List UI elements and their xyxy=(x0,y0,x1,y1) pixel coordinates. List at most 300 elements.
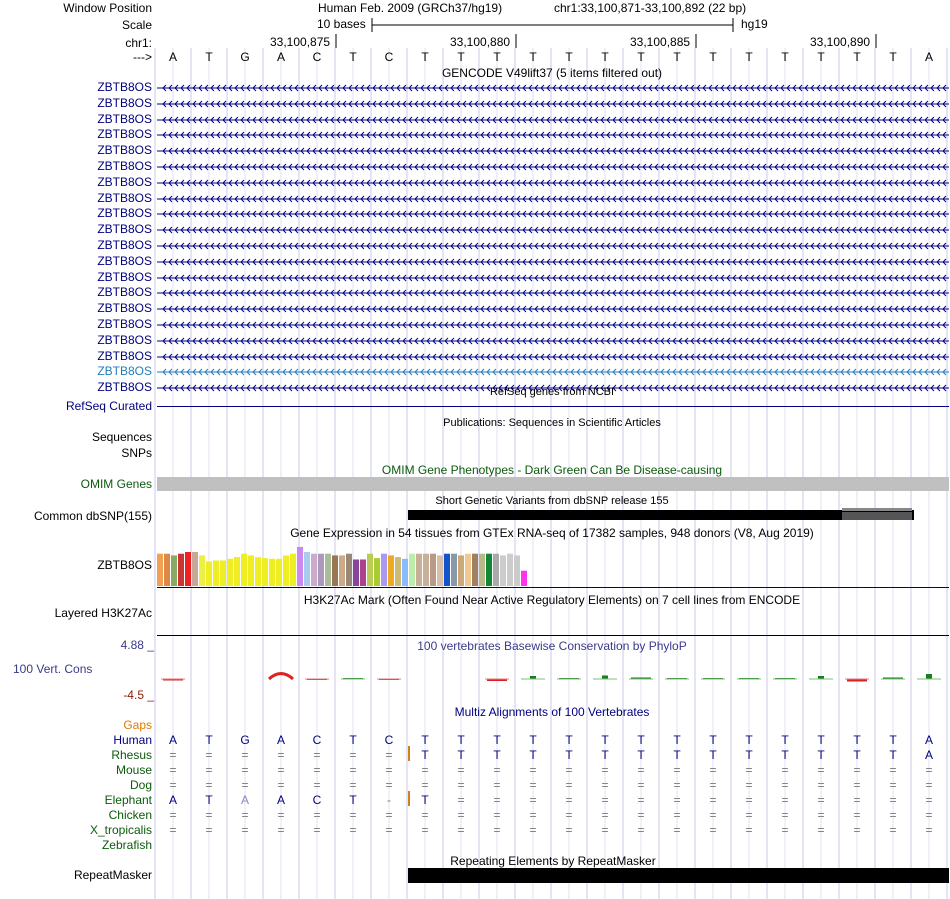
aligned-base: = xyxy=(709,808,717,822)
aligned-base: T xyxy=(457,748,465,762)
aligned-base: T xyxy=(889,748,897,762)
aligned-base: = xyxy=(601,778,609,792)
aligned-base: = xyxy=(817,823,825,837)
aligned-base: = xyxy=(673,778,681,792)
aligned-base: = xyxy=(385,748,393,762)
aligned-base: = xyxy=(709,793,717,807)
dbsnp-variant-bar[interactable] xyxy=(408,510,914,520)
omim-bar[interactable] xyxy=(157,477,949,491)
aligned-base: = xyxy=(745,808,753,822)
gencode-gene-label[interactable]: ZBTB8OS xyxy=(97,380,152,395)
sequence-base: G xyxy=(240,50,250,64)
aligned-base: = xyxy=(565,763,573,777)
sequence-base: T xyxy=(529,50,537,64)
sequence-base: A xyxy=(924,50,933,64)
aligned-base: T xyxy=(637,733,645,747)
sequence-base: A xyxy=(168,50,177,64)
gencode-gene-label[interactable]: ZBTB8OS xyxy=(97,111,152,126)
aligned-base: T xyxy=(673,748,681,762)
aligned-base: = xyxy=(313,778,321,792)
aligned-base: = xyxy=(601,808,609,822)
sequence-base: T xyxy=(781,50,789,64)
gencode-transcript[interactable] xyxy=(157,320,949,330)
aligned-base: T xyxy=(637,748,645,762)
repeatmasker-element[interactable] xyxy=(408,868,949,883)
gtex-tissue-bar xyxy=(381,554,387,586)
gencode-transcript[interactable] xyxy=(157,178,949,188)
aligned-base: T xyxy=(601,733,609,747)
species-label[interactable]: Dog xyxy=(129,778,152,792)
gencode-transcript[interactable] xyxy=(157,336,949,346)
aligned-base: = xyxy=(421,763,429,777)
aligned-base: = xyxy=(817,793,825,807)
aligned-base: = xyxy=(565,793,573,807)
species-label[interactable]: Rhesus xyxy=(111,748,152,762)
gtex-tissue-bar xyxy=(479,554,485,586)
aligned-base: = xyxy=(889,763,897,777)
aligned-base: = xyxy=(241,763,249,777)
aligned-base: T xyxy=(745,733,753,747)
aligned-base: = xyxy=(925,823,933,837)
publications-snps-label[interactable]: SNPs xyxy=(121,446,152,460)
aligned-base: = xyxy=(349,748,357,762)
dbsnp-title: Short Genetic Variants from dbSNP release 155 xyxy=(435,495,669,507)
aligned-base: = xyxy=(241,808,249,822)
species-label[interactable]: Elephant xyxy=(104,793,152,807)
species-label[interactable]: Chicken xyxy=(108,808,152,822)
aligned-base: = xyxy=(853,823,861,837)
gencode-gene-label[interactable]: ZBTB8OS xyxy=(97,80,152,94)
gtex-tissue-bar xyxy=(318,554,324,586)
gencode-gene-label[interactable]: ZBTB8OS xyxy=(97,348,152,363)
aligned-base: = xyxy=(241,823,249,837)
aligned-base: = xyxy=(853,763,861,777)
gencode-transcript[interactable] xyxy=(157,83,949,93)
gtex-tissue-bar xyxy=(220,561,226,587)
aligned-base: = xyxy=(781,793,789,807)
sequence-base: T xyxy=(745,50,753,64)
gencode-transcript[interactable] xyxy=(157,130,949,140)
aligned-base: = xyxy=(889,808,897,822)
aligned-base: = xyxy=(529,778,537,792)
aligned-base: = xyxy=(385,763,393,777)
aligned-base: = xyxy=(277,823,285,837)
aligned-base: = xyxy=(169,748,177,762)
aligned-base: = xyxy=(349,808,357,822)
aligned-base: T xyxy=(421,793,429,807)
aligned-base: = xyxy=(637,763,645,777)
rhesus-gap-marker xyxy=(408,746,410,761)
aligned-base: = xyxy=(277,808,285,822)
phylop-label[interactable]: 100 Vert. Cons xyxy=(13,662,93,676)
gtex-tissue-bar xyxy=(458,555,464,586)
gtex-tissue-bar xyxy=(353,559,359,586)
aligned-base: = xyxy=(169,778,177,792)
h3k27ac-baseline xyxy=(157,635,949,636)
aligned-base: - xyxy=(387,793,391,807)
aligned-base: = xyxy=(313,748,321,762)
gtex-baseline xyxy=(157,587,949,588)
repeatmasker-label[interactable]: RepeatMasker xyxy=(73,868,152,882)
aligned-base: T xyxy=(565,733,573,747)
dbsnp-label[interactable]: Common dbSNP(155) xyxy=(33,509,152,523)
multiz-gaps-label: Gaps xyxy=(123,718,152,732)
gtex-tissue-bar xyxy=(451,554,457,586)
gencode-transcript[interactable] xyxy=(157,115,949,125)
coord-ticks xyxy=(330,33,890,49)
gencode-transcript[interactable] xyxy=(157,162,949,172)
aligned-base: = xyxy=(313,763,321,777)
aligned-base: = xyxy=(745,793,753,807)
aligned-base: = xyxy=(385,823,393,837)
aligned-base: = xyxy=(925,808,933,822)
sequence-base: A xyxy=(276,50,285,64)
aligned-base: = xyxy=(601,793,609,807)
gencode-gene-label[interactable]: ZBTB8OS xyxy=(97,174,152,189)
sequence-base: T xyxy=(457,50,465,64)
gtex-tissue-bar xyxy=(444,554,450,586)
gencode-gene-label[interactable]: ZBTB8OS xyxy=(97,143,152,158)
gencode-gene-label[interactable]: ZBTB8OS xyxy=(97,364,152,379)
gtex-tissue-bar xyxy=(325,554,331,586)
aligned-base: T xyxy=(601,748,609,762)
gtex-tissue-bar xyxy=(430,554,436,586)
aligned-base: = xyxy=(205,778,213,792)
aligned-base: A xyxy=(276,793,285,807)
aligned-base: T xyxy=(673,733,681,747)
aligned-base: G xyxy=(240,733,250,747)
aligned-base: = xyxy=(925,763,933,777)
gtex-label[interactable]: ZBTB8OS xyxy=(97,558,152,572)
aligned-base: C xyxy=(384,733,394,747)
gtex-tissue-bar xyxy=(339,555,345,586)
chrom-label: chr1: xyxy=(125,36,152,50)
aligned-base: = xyxy=(313,823,321,837)
aligned-base: = xyxy=(889,823,897,837)
aligned-base: = xyxy=(529,793,537,807)
aligned-base: = xyxy=(745,763,753,777)
scale-bar xyxy=(370,16,736,34)
gtex-tissue-bar xyxy=(465,554,471,586)
gencode-gene-label[interactable]: ZBTB8OS xyxy=(97,159,152,173)
aligned-base: = xyxy=(529,808,537,822)
coord-tick-label: 33,100,890 xyxy=(810,35,871,49)
aligned-base: C xyxy=(312,733,322,747)
gtex-tissue-bar xyxy=(374,558,380,586)
aligned-base: = xyxy=(241,748,249,762)
aligned-base: = xyxy=(493,793,501,807)
aligned-base: = xyxy=(421,823,429,837)
gtex-tissue-bar xyxy=(416,554,422,586)
refseq-line xyxy=(157,406,949,407)
publications-sequences-label[interactable]: Sequences xyxy=(91,430,152,444)
gencode-transcript[interactable] xyxy=(157,304,949,314)
aligned-base: C xyxy=(312,793,322,807)
aligned-base: = xyxy=(457,763,465,777)
gtex-tissue-bar xyxy=(255,557,261,586)
gtex-chart[interactable] xyxy=(156,540,536,588)
aligned-base: = xyxy=(709,778,717,792)
gtex-tissue-bar xyxy=(192,552,198,586)
repeatmasker-title: Repeating Elements by RepeatMasker xyxy=(450,854,656,868)
coord-tick-label: 33,100,885 xyxy=(630,35,691,49)
sequence-base: T xyxy=(889,50,897,64)
phylop-value-mark xyxy=(269,674,293,679)
aligned-base: = xyxy=(241,778,249,792)
aligned-base: = xyxy=(421,808,429,822)
gencode-gene-label[interactable]: ZBTB8OS xyxy=(97,285,152,300)
gencode-gene-label[interactable]: ZBTB8OS xyxy=(97,332,152,347)
gtex-tissue-bar xyxy=(227,559,233,586)
gencode-transcript[interactable] xyxy=(157,241,949,251)
aligned-base: = xyxy=(529,823,537,837)
aligned-base: = xyxy=(565,823,573,837)
gtex-tissue-bar xyxy=(332,555,338,586)
aligned-base: = xyxy=(709,763,717,777)
gencode-transcript[interactable] xyxy=(157,273,949,283)
gtex-tissue-bar xyxy=(269,559,275,586)
aligned-base: = xyxy=(781,808,789,822)
species-label[interactable]: X_tropicalis xyxy=(89,823,152,837)
aligned-base: = xyxy=(205,808,213,822)
refseq-title: RefSeq genes from NCBI xyxy=(489,386,615,398)
db-name: hg19 xyxy=(741,17,768,31)
aligned-base: T xyxy=(349,793,357,807)
aligned-base: = xyxy=(925,793,933,807)
gencode-gene-label[interactable]: ZBTB8OS xyxy=(97,301,152,316)
aligned-base: = xyxy=(277,748,285,762)
aligned-base: T xyxy=(421,748,429,762)
gtex-tissue-bar xyxy=(241,554,247,586)
gencode-transcript[interactable] xyxy=(157,146,949,156)
sequence-base: T xyxy=(853,50,861,64)
sequence-base: T xyxy=(637,50,645,64)
gtex-tissue-bar xyxy=(423,554,429,586)
dbsnp-variant-top xyxy=(842,508,912,511)
gtex-tissue-bar xyxy=(346,554,352,586)
window-position-label: Window Position xyxy=(63,1,152,15)
gencode-gene-label[interactable]: ZBTB8OS xyxy=(97,253,152,268)
aligned-base: = xyxy=(457,823,465,837)
sequence-base: T xyxy=(493,50,501,64)
gencode-transcript[interactable] xyxy=(157,209,949,219)
phylop-title: 100 vertebrates Basewise Conservation by PhyloP xyxy=(417,639,687,653)
gencode-gene-label[interactable]: ZBTB8OS xyxy=(97,269,152,284)
aligned-base: = xyxy=(493,778,501,792)
aligned-base: T xyxy=(709,748,717,762)
aligned-base: T xyxy=(493,748,501,762)
coord-tick-label: 33,100,880 xyxy=(450,35,511,49)
aligned-base: T xyxy=(493,733,501,747)
aligned-base: = xyxy=(853,778,861,792)
species-label[interactable]: Human xyxy=(113,733,152,747)
aligned-base: = xyxy=(637,793,645,807)
gtex-tissue-bar xyxy=(493,554,499,586)
aligned-base: T xyxy=(457,733,465,747)
phylop-value-mark xyxy=(926,674,932,679)
species-label[interactable]: Zebrafish xyxy=(101,838,152,852)
aligned-base: A xyxy=(240,793,249,807)
aligned-base: A xyxy=(276,733,285,747)
aligned-base: = xyxy=(817,778,825,792)
aligned-base: = xyxy=(781,778,789,792)
aligned-base: A xyxy=(168,733,177,747)
gtex-tissue-bar xyxy=(486,554,492,586)
aligned-base: = xyxy=(349,823,357,837)
aligned-base: = xyxy=(925,778,933,792)
phylop-chart[interactable] xyxy=(157,650,949,700)
gtex-tissue-bar xyxy=(178,554,184,586)
gencode-transcript[interactable] xyxy=(157,352,949,362)
aligned-base: = xyxy=(709,823,717,837)
aligned-base: = xyxy=(673,763,681,777)
gtex-tissue-bar xyxy=(185,552,191,586)
aligned-base: T xyxy=(853,748,861,762)
gencode-title: GENCODE V49lift37 (5 items filtered out) xyxy=(441,66,663,80)
aligned-base: = xyxy=(637,808,645,822)
gencode-transcript[interactable] xyxy=(157,288,949,298)
gtex-tissue-bar xyxy=(360,559,366,586)
dbsnp-variant-shade xyxy=(842,512,912,520)
aligned-base: T xyxy=(817,733,825,747)
scale-label: Scale xyxy=(121,18,152,32)
sequence-base: T xyxy=(709,50,717,64)
aligned-base: T xyxy=(529,733,537,747)
aligned-base: = xyxy=(493,823,501,837)
aligned-base: = xyxy=(853,793,861,807)
aligned-base: = xyxy=(745,823,753,837)
aligned-base: = xyxy=(853,808,861,822)
aligned-base: = xyxy=(457,778,465,792)
refseq-label[interactable]: RefSeq Curated xyxy=(65,399,152,413)
aligned-base: A xyxy=(168,793,177,807)
aligned-base: = xyxy=(205,763,213,777)
gtex-tissue-bar xyxy=(507,554,513,586)
gencode-gene-label[interactable]: ZBTB8OS xyxy=(97,95,152,110)
aligned-base: = xyxy=(565,778,573,792)
multiz-title: Multiz Alignments of 100 Vertebrates xyxy=(454,705,650,719)
scale-text: 10 bases xyxy=(317,17,366,31)
aligned-base: = xyxy=(421,778,429,792)
gencode-gene-label[interactable]: ZBTB8OS xyxy=(97,190,152,205)
aligned-base: = xyxy=(565,808,573,822)
aligned-base: = xyxy=(673,823,681,837)
gtex-tissue-bar xyxy=(206,562,212,586)
elephant-gap-marker xyxy=(408,791,410,806)
gtex-tissue-bar xyxy=(248,555,254,586)
gencode-transcript[interactable] xyxy=(157,225,949,235)
gtex-tissue-bar xyxy=(500,555,506,586)
omim-label[interactable]: OMIM Genes xyxy=(80,477,152,491)
gencode-gene-label[interactable]: ZBTB8OS xyxy=(97,206,152,221)
omim-title: OMIM Gene Phenotypes - Dark Green Can Be Disease-causing xyxy=(381,463,723,477)
aligned-base: = xyxy=(169,823,177,837)
gtex-tissue-bar xyxy=(388,555,394,586)
aligned-base: = xyxy=(493,763,501,777)
aligned-base: = xyxy=(313,808,321,822)
aligned-base: T xyxy=(349,733,357,747)
aligned-base: A xyxy=(924,733,933,747)
gencode-gene-label[interactable]: ZBTB8OS xyxy=(97,222,152,237)
gtex-tissue-bar xyxy=(409,554,415,586)
aligned-base: = xyxy=(637,778,645,792)
sequence-base: T xyxy=(601,50,609,64)
publications-title: Publications: Sequences in Scientific Articles xyxy=(443,417,661,429)
gtex-tissue-bar xyxy=(234,557,240,586)
aligned-base: = xyxy=(205,748,213,762)
gtex-tissue-bar xyxy=(304,552,310,586)
aligned-base: = xyxy=(673,793,681,807)
aligned-base: = xyxy=(673,808,681,822)
gtex-tissue-bar xyxy=(437,555,443,586)
gtex-tissue-bar xyxy=(171,555,177,586)
gtex-tissue-bar xyxy=(311,554,317,586)
aligned-base: T xyxy=(421,733,429,747)
aligned-base: T xyxy=(781,748,789,762)
aligned-base: T xyxy=(565,748,573,762)
aligned-base: = xyxy=(457,808,465,822)
gtex-tissue-bar xyxy=(297,547,303,586)
aligned-base: = xyxy=(349,778,357,792)
gencode-transcript[interactable] xyxy=(157,367,949,377)
coord-tick-label: 33,100,875 xyxy=(270,35,331,49)
sequence-base: T xyxy=(349,50,357,64)
aligned-base: = xyxy=(601,763,609,777)
gencode-transcript[interactable] xyxy=(157,257,949,267)
gencode-gene-label[interactable]: ZBTB8OS xyxy=(97,238,152,252)
aligned-base: = xyxy=(781,763,789,777)
gencode-transcript[interactable] xyxy=(157,194,949,204)
gtex-tissue-bar xyxy=(395,557,401,586)
aligned-base: T xyxy=(205,793,213,807)
gtex-tissue-bar xyxy=(213,561,219,587)
gtex-tissue-bar xyxy=(521,571,527,586)
aligned-base: T xyxy=(709,733,717,747)
sequence-base: C xyxy=(312,50,322,64)
aligned-base: T xyxy=(853,733,861,747)
sequence-base: T xyxy=(421,50,429,64)
aligned-base: = xyxy=(169,763,177,777)
aligned-base: = xyxy=(385,778,393,792)
aligned-base: = xyxy=(781,823,789,837)
species-label[interactable]: Mouse xyxy=(115,763,152,777)
aligned-base: T xyxy=(781,733,789,747)
aligned-base: = xyxy=(277,778,285,792)
aligned-base: = xyxy=(601,823,609,837)
h3k27ac-title: H3K27Ac Mark (Often Found Near Active Regulatory Elements) on 7 cell lines from ENCODE xyxy=(303,593,801,607)
gtex-tissue-bar xyxy=(157,554,163,586)
gencode-gene-label[interactable]: ZBTB8OS xyxy=(97,127,152,142)
gtex-tissue-bar xyxy=(276,559,282,586)
aligned-base: A xyxy=(924,748,933,762)
aligned-base: = xyxy=(277,763,285,777)
gtex-tissue-bar xyxy=(283,555,289,586)
aligned-base: = xyxy=(817,808,825,822)
gtex-tissue-bar xyxy=(164,554,170,586)
aligned-base: = xyxy=(457,793,465,807)
aligned-base: = xyxy=(205,823,213,837)
h3k27ac-label[interactable]: Layered H3K27Ac xyxy=(54,606,152,620)
aligned-base: = xyxy=(889,793,897,807)
strand-label: ---> xyxy=(133,50,152,64)
gtex-tissue-bar xyxy=(262,558,268,586)
aligned-base: = xyxy=(817,763,825,777)
sequence-base: T xyxy=(817,50,825,64)
gencode-gene-label[interactable]: ZBTB8OS xyxy=(97,317,152,331)
gencode-transcript[interactable] xyxy=(157,99,949,109)
aligned-base: = xyxy=(745,778,753,792)
aligned-base: = xyxy=(889,778,897,792)
